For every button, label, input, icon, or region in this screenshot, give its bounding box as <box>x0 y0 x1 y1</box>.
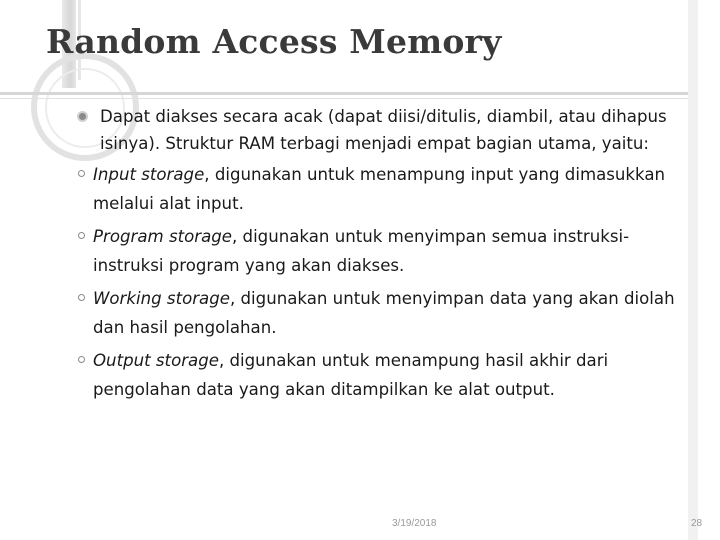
sub-bullet-list <box>52 160 692 404</box>
sub-bullet-term: Input storage <box>93 165 205 184</box>
sub-bullet-input-storage <box>52 160 692 218</box>
title-underline-thin <box>0 98 688 99</box>
sub-bullet-text: , digunakan untuk menyimpan data yang akan diolah dan hasil pengolahan. <box>93 289 675 337</box>
sub-bullet-text: , digunakan untuk menampung hasil akhir dari pengolahan data yang akan ditampilkan ke alat output. <box>93 351 609 399</box>
ring-bullet-icon <box>78 294 85 301</box>
slide-title: Random Access Memory <box>46 22 502 61</box>
sub-bullet-term: Output storage <box>93 351 219 370</box>
slide-number: 28 <box>691 518 703 529</box>
bullet-dot-icon <box>79 113 86 120</box>
ring-bullet-icon <box>78 232 85 239</box>
sub-bullet-text: , digunakan untuk menyimpan semua instruksi-instruksi program yang akan diakses. <box>93 227 630 275</box>
footer-date: 3/19/2018 <box>392 518 437 529</box>
slide-content <box>52 103 692 404</box>
sub-bullet-program-storage <box>52 222 692 280</box>
main-bullet-text: Dapat diakses secara acak (dapat diisi/ditulis, diambil, atau dihapus isinya). Struktur RAM terbagi menjadi empat bagian utama, yaitu: <box>100 107 667 153</box>
sub-bullet-term: Working storage <box>93 289 230 308</box>
sub-bullet-text: , digunakan untuk menampung input yang dimasukkan melalui alat input. <box>93 165 666 213</box>
sub-bullet-term: Program storage <box>93 227 232 246</box>
ring-bullet-icon <box>78 356 85 363</box>
sub-bullet-output-storage <box>52 346 692 404</box>
ring-bullet-icon <box>78 170 85 177</box>
sub-bullet-working-storage <box>52 284 692 342</box>
main-bullet <box>52 103 692 157</box>
title-underline <box>0 92 688 95</box>
